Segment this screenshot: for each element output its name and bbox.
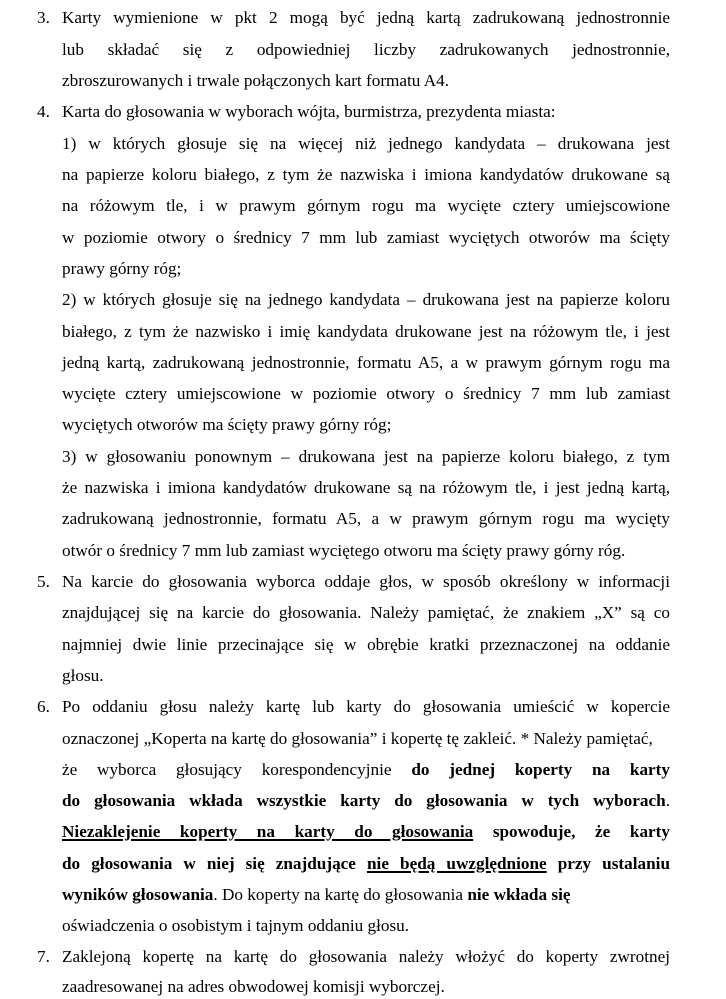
subitem-text-line: 2) w których głosuje się na jednego kandydata – drukowana jest na papierze koloru [62,290,670,309]
item-text-line [62,822,670,842]
item-text-line [62,791,670,811]
bold-text-run: wyników głosowania [62,885,214,904]
bold-text-run: do jednej koperty na karty [411,760,671,779]
item-number: 6. [37,697,50,716]
bold-text-run: do głosowania w niej się znajdujące [62,854,356,873]
subitem-text-line: na papierze koloru białego, z tym że nazwiska i imiona kandydatów drukowane są [62,165,670,184]
subitem-text-line: jedną kartą, zadrukowaną jednostronnie, formatu A5, a w prawym górnym rogu ma [62,353,670,372]
item-text-line: Karty wymienione w pkt 2 mogą być jedną kartą zadrukowaną jednostronnie [62,8,670,27]
item-text-line: zbroszurowanych i trwale połączonych kart formatu A4. [62,71,450,90]
item-number: 3. [37,8,50,27]
bold-text-run: do głosowania wkłada wszystkie karty do głosowania w tych wyborach [62,791,666,810]
item-text-line: zaadresowanej na adres obwodowej komisji wyborczej. [62,977,445,996]
bold-text-run: przy ustalaniu [557,854,670,873]
item-text-line: Karta do głosowania w wyborach wójta, burmistrza, prezydenta miasta: [62,102,556,121]
text-run: że wyborca głosujący korespondencyjnie [62,760,392,779]
text-run: . [665,791,670,810]
subitem-text-line: w poziomie otwory o średnicy 7 mm lub zamiast wyciętych otworów ma ścięty [62,228,670,247]
subitem-text-line: zadrukowaną jednostronnie, formatu A5, a w prawym górnym rogu ma wycięty [62,509,670,528]
item-text-line [62,854,670,874]
subitem-text-line: prawy górny róg; [62,259,182,278]
item-text-line: najmniej dwie linie przecinające się w obrębie kratki przeznaczonej na oddanie [62,635,670,654]
item-number: 7. [37,947,50,966]
subitem-text-line: na różowym tle, i w prawym górnym rogu ma wycięte cztery umiejscowione [62,196,670,215]
item-text-line [62,760,670,780]
item-text-line: Na karcie do głosowania wyborca oddaje głos, w sposób określony w informacji [62,572,670,591]
item-text-line: głosu. [62,666,104,685]
item-number: 4. [37,102,50,121]
subitem-text-line: otwór o średnicy 7 mm lub zamiast wyciętego otworu ma ścięty prawy górny róg. [62,541,626,560]
bold-underlined-text-run: Niezaklejenie koperty na karty do głosowania [62,822,474,841]
bold-underlined-text-run: nie będą uwzględnione [367,854,547,873]
subitem-text-line: że nazwiska i imiona kandydatów drukowane są na różowym tle, i jest jedną kartą, [62,478,670,497]
item-text-line [62,885,570,905]
bold-text-run: nie wkłada się [467,885,571,904]
subitem-text-line: 3) w głosowaniu ponownym – drukowana jest na papierze koloru białego, z tym [62,447,670,466]
item-text-line: Po oddaniu głosu należy kartę lub karty do głosowania umieścić w kopercie [62,697,670,716]
item-text-line: oznaczonej „Koperta na kartę do głosowania” i kopertę tę zakleić. * Należy pamiętać, [62,729,653,748]
item-text-line: oświadczenia o osobistym i tajnym oddaniu głosu. [62,916,410,935]
subitem-text-line: wyciętych otworów ma ścięty prawy górny róg; [62,415,392,434]
bold-text-run: spowoduje, że karty [492,822,670,841]
text-run: . Do koperty na kartę do głosowania [213,885,464,904]
item-number: 5. [37,572,50,591]
item-text-line: znajdującej się na karcie do głosowania. Należy pamiętać, że znakiem „X” są co [62,603,670,622]
item-text-line: Zaklejoną kopertę na kartę do głosowania należy włożyć do koperty zwrotnej [62,947,670,966]
subitem-text-line: wycięte cztery umiejscowione w poziomie otwory o średnicy 7 mm lub zamiast [62,384,670,403]
subitem-text-line: białego, z tym że nazwisko i imię kandydata drukowane jest na różowym tle, i jest [62,322,670,341]
subitem-text-line: 1) w których głosuje się na więcej niż jednego kandydata – drukowana jest [62,134,670,153]
item-text-line: lub składać się z odpowiedniej liczby zadrukowanych jednostronnie, [62,40,670,59]
